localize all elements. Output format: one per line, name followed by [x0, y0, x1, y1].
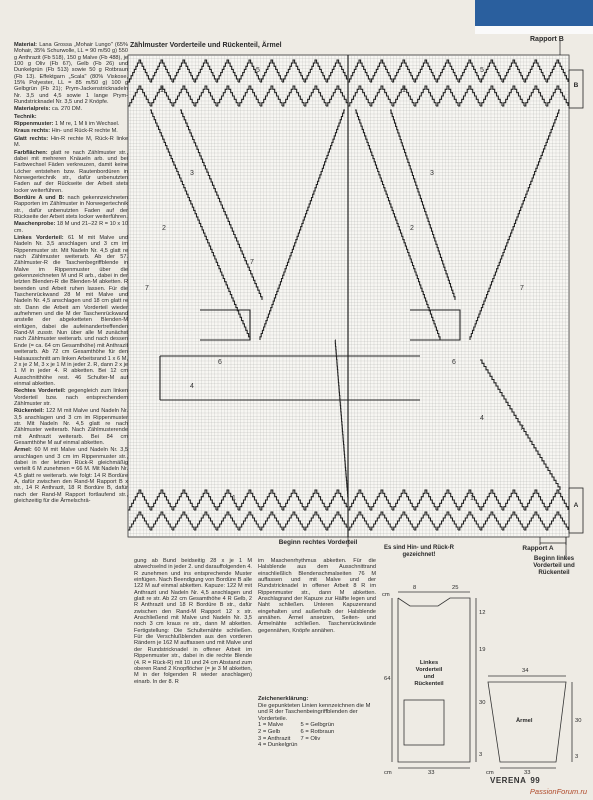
instruction-text: gegengleich zum linken Vorderteil bzw. nach entsprechendem Zählmuster str. — [14, 388, 128, 407]
zone-number: 6 — [218, 359, 222, 366]
zone-number: 3 — [190, 170, 194, 177]
beginn-links-line-1: Beginn linkes — [533, 555, 575, 562]
schem-sleeve-unit: cm — [486, 770, 494, 776]
legend — [258, 696, 376, 749]
schem-dim-3: 3 — [479, 752, 483, 758]
zone-number: 5 — [480, 67, 484, 74]
instruction-text: 61 M mit Malve und Nadeln Nr. 3,5 anschlagen und 3 cm im Rippenmuster str. Mit Nadeln Nr. 4,5 glatt re nach Zählmuster weiterarb. Ab der 57. Zählmuster-R die Taschenbegriffblende in Malve im Rippenmuster über die gekennzeichneten M und R arb., dabei in der letzten Blenden-R die Blenden-M abketten. R beenden und Arbeit ruhen lassen. Für die Taschenrückwand 28 M mit Malve und Nadeln Nr. 4,5 anschlagen und 18 cm glatt re str. Dann die Arbeit am Vorderteil wieder aufnehmen und die M der Taschenrückwand anstelle der abgeketteten Blenden-M einfügen, dabei die aufeinandertreffenden Rand-M zusstr. Nun über alle M zunächst nach Zählmuster weiterarb. und nach dessen Ende (= ca. 64 cm Gesamthöhe) mit Anthrazit weiterarb. Ab 72 cm Gesamthöhe für den Halsausschnitt am linken Arbeitsrand 1 x 6 M, 2 x je 2 M, 3 x je 1 M in jeder 2. R, dann 2 x je 1 M in jeder 4. R abketten. Bei 12 cm Ausschnitthöhe rest. 46 Schulter-M auf einmal abketten. — [14, 234, 128, 387]
instruction-label: Material: — [14, 42, 38, 48]
zone-number: 1 — [160, 87, 164, 94]
legend-entry — [300, 742, 337, 749]
instruction-label: Rückenteil: — [14, 408, 45, 415]
schematic-sleeve-label: Ärmel — [516, 718, 533, 724]
instruction-label: Farbflächen: — [14, 149, 48, 156]
legend-entry: 4 = Dunkelgrün — [258, 742, 298, 749]
schem-dim-unit-bottom: cm — [384, 770, 392, 776]
instruction-text: 18 M und 21–22 R = 10 x 10 cm. — [14, 221, 128, 234]
instruction-text: Hin- und Rück-R rechte M. — [50, 128, 118, 135]
instruction-label: Glatt rechts: — [14, 135, 49, 142]
beginn-links-label — [518, 555, 590, 576]
zone-number: 7 — [520, 285, 524, 292]
instruction-text: 122 M mit Malve und Nadeln Nr. 3,5 anschlagen und 3 cm im Rippenmuster str. Mit Nadeln Nr. 4,5 glatt re nach Zählmuster weiterarb. Nach Zählmusterende mit Anthrazit weiterarb. Bei 84 cm Gesamthöhe M auf einmal abketten. — [14, 408, 128, 446]
rapport-b-bracket — [569, 70, 583, 108]
legend-entry: 3 = Anthrazit — [258, 735, 291, 742]
letter-b: B — [573, 82, 579, 89]
finishing-text: im Maschenrhythmus abketten. Für die Halsblende aus dem Ausschnittrand einschließlich Blendenschmalseiten 76 M auffassen und mit Malve und der Rundstricknadel in offener Arbeit 8 R im Rippenmuster str., dann M abketten. Anschlagrand der Kapuze zur Hälfte legen und Naht schließen. Unteren Kapuzenrand eingehalten und außerhalb der Halsblende annähen. Ärmel ansetzen, Seiten- und Ärmelnähte schließen. Taschenrückwände gegennähen, Knöpfe annähen. — [258, 558, 376, 634]
zone-number: 7 — [520, 425, 524, 432]
instruction-text: nach gekennzeichneten Rapporten im Zählmuster in Norwegertechnik str., dafür unbenutzten Faden auf der Rückseite der Arbeit stets locker weiterführen. — [14, 194, 128, 220]
zone-number: 7 — [250, 259, 254, 266]
rapport-b-label: Rapport B — [530, 36, 564, 43]
schem-body-l4: Rückenteil — [414, 681, 444, 687]
brand-name: VERENA — [490, 776, 527, 785]
zone-number: 1 — [470, 495, 474, 502]
schem-body-l1: Linkes — [419, 660, 439, 666]
beginn-links-line-3: Rückenteil — [538, 569, 570, 576]
instruction-text: Hin-R rechte M, Rück-R linke M. — [14, 135, 128, 149]
rapport-a-bracket — [569, 488, 583, 533]
schem-dim-30: 30 — [479, 700, 486, 706]
schem-dim-unit: cm — [382, 592, 390, 598]
letter-a: A — [573, 502, 579, 509]
instruction-text: 1 M re, 1 M li im Wechsel. — [53, 121, 120, 128]
schem-sleeve-top: 34 — [522, 668, 529, 674]
zone-number: 4 — [190, 383, 194, 390]
legend-entry: 2 = Gelb — [258, 728, 281, 735]
instructions-middle-column: gung ab Bund beidseitig 28 x je 1 M abwechselnd in jeder 2. und darauffolgenden 4. R zunehmen und ins entsprechende Muster einfügen. Nach Beendigung von Bordüre B alle 122 M auf einmal abketten. Kapuze: 122 M mit Anthrazit und Nadeln Nr. 4,5 anschlagen und glatt re str. Ab 22 cm Gesamthöhe 4 R Gelb, 2 R Anthrazit und 18 R Bordüre B str., dafür zwischen den Rand-M Rapport 12 x str. Anschließend mit Malve und Nadeln Nr. 3,5 noch 3 cm kraus re str., dann M abketten. Fertigstellung: Die Schulternähte schließen. Für die Verschlußblenden aus den vorderen Rändern je 162 M auffassen und mit Malve und der Rundstricknadel in offener Arbeit im Rippenmuster str., dabei in die rechte Blende (4. R = Rück-R) mit 10 und 24 cm Abstand zum oberen Rand 2 Knopflöcher (= je 3 M abketten, M in der folgenden R wieder anschlagen) einarb. In der 8. R — [134, 558, 252, 685]
zone-number: 7 — [145, 285, 149, 292]
zone-number: 6 — [452, 359, 456, 366]
chart-title: Zählmuster Vorderteile und Rückenteil, Ärmel — [130, 42, 282, 49]
zone-number: 2 — [410, 225, 414, 232]
watermark: PassionForum.ru — [529, 787, 587, 796]
legend-entry: 1 = Malve — [258, 722, 284, 729]
note-rows-drawn: Es sind Hin- und Rück-R gezeichnet! — [384, 545, 455, 558]
schem-sleeve-rib: 3 — [575, 754, 579, 760]
instruction-label: Kraus rechts: — [14, 128, 51, 135]
zone-number: 4 — [480, 415, 484, 422]
instruction-label: Ärmel: — [14, 447, 32, 454]
instruction-label: Linkes Vorderteil: — [14, 234, 64, 241]
schem-body-l2: Vorderteil — [415, 667, 443, 673]
schem-dim-bottom: 33 — [428, 770, 435, 776]
schem-dim-19: 19 — [479, 647, 486, 653]
instruction-label: Bordüre A und B: — [14, 194, 65, 201]
schem-dim-12: 12 — [479, 610, 486, 616]
rapport-a-label: Rapport A — [522, 545, 554, 552]
schematic-body-label — [412, 660, 446, 688]
instruction-text: glatt re nach Zählmuster str., dabei mit mehreren Knäueln arb. und bei Farbwechsel Fäden verkreuzen, damit keine Löcher entstehen bzw. Rautenbordüren in Norwegertechnik str., dafür unbenutzten Faden auf der Rückseite der Arbeit stets locker weiterführen. — [14, 149, 128, 194]
legend-title: Zeichenerklärung: — [258, 696, 309, 702]
zone-number: 5 — [256, 67, 260, 74]
zone-number: 1 — [232, 495, 236, 502]
instruction-label: Technik: — [14, 113, 37, 120]
instruction-text: Lana Grossa „Mohair Lungo" (65% Mohair, 35% Schurwolle, LL = 90 m/50 g) 550 g Anthrazit (Fb 518), 150 g Malve (Fb 488), je 100 g Oliv (Fb 67), Gelb (Fb 26) und Dunkelgrün (Fb 513) sowie 50 g Rotbraun (Fb 13). Effektgarn „Scala" (80% Viskose, 15% Polyester, LL = 85 m/50 g) 100 g Gelbgrün (Fb 21); Prym-Jackenstricknadeln Nr. 3,5 und 4,5 sowie 1 lange Prym-Rundstricknadel Nr. 3,5 und 2 Knöpfe. — [14, 42, 128, 106]
zone-number: 1 — [402, 87, 406, 94]
page-footer — [490, 776, 540, 785]
zone-number: 3 — [430, 170, 434, 177]
instruction-label: Rippenmuster: — [14, 121, 54, 128]
schem-dim-top-1: 8 — [413, 585, 417, 591]
legend-entry: 7 = Oliv — [300, 735, 321, 742]
schem-body-l3: und — [423, 674, 435, 680]
zone-number: 2 — [162, 225, 166, 232]
beginn-rechts-label: Beginn rechtes Vorderteil — [278, 539, 358, 546]
schem-sleeve-side: 30 — [575, 718, 582, 724]
legend-table — [258, 722, 337, 748]
legend-intro: Die gepunkteten Linien kennzeichnen die M und R der Taschenbeingriffblenden der Vorderteile. — [258, 702, 371, 722]
legend-entry: 5 = Gelbgrün — [300, 722, 335, 729]
instruction-label: Maschenprobe: — [14, 221, 56, 228]
schem-dim-top-2: 25 — [452, 585, 459, 591]
instruction-label: Materialpreis: — [14, 106, 51, 113]
page-number: 99 — [530, 776, 541, 785]
instruction-text: 60 M mit Malve und Nadeln Nr. 3,5 anschlagen und 3 cm im Rippenmuster str., dabei in der letzten Rück-R gleichmäßig verteilt 6 M zunehmen = 66 M. Mit Nadeln Nr. 4,5 glatt re weiterarb. wie folgt: 14 R Bordüre A, dafür zwischen den Rand-M Rapport B x str., 14 R Anthrazit, 18 R Bordüre B, dafür nach der Rand-M Rapport fortlaufend str., gleichzeitig für die Ärmelschrä- — [14, 447, 128, 505]
beginn-links-line-2: Vorderteil und — [533, 562, 575, 569]
schem-dim-64: 64 — [384, 676, 391, 682]
schem-sleeve-bottom: 33 — [524, 770, 531, 776]
instruction-text: ca. 270 DM. — [50, 106, 83, 113]
instruction-label: Rechtes Vorderteil: — [14, 388, 66, 395]
legend-entry: 6 = Rotbraun — [300, 728, 335, 735]
